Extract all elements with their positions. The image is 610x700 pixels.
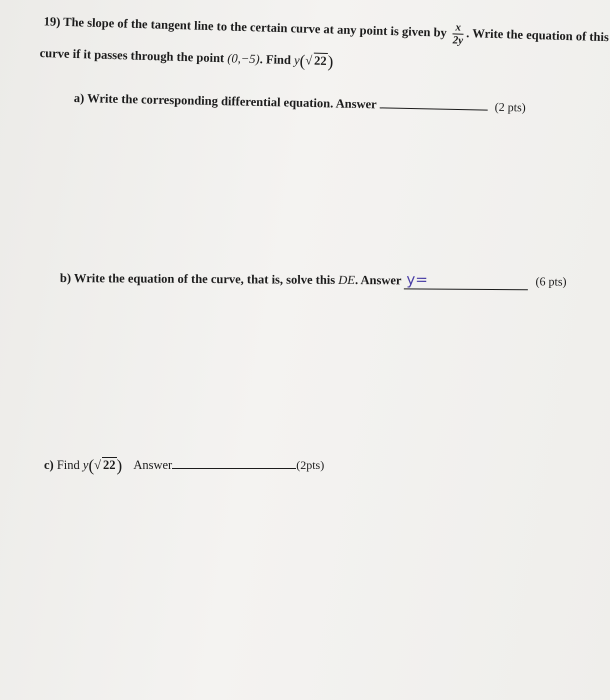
part-b-answer-blank[interactable] <box>404 270 528 290</box>
question-stem-line2-text: curve if it passes through the point <box>39 45 225 66</box>
question-number: 19) <box>43 14 61 29</box>
question-stem-text: The slope of the tangent line to the certain curve at any point is given by <box>63 14 447 40</box>
question-stem-line1 <box>43 10 609 51</box>
part-c-find: Find <box>56 458 80 472</box>
question-stem-text-2: . Write the equation of this <box>466 26 610 45</box>
part-b-de: DE <box>338 272 356 288</box>
find-text: . Find <box>259 52 292 68</box>
part-a-points: (2 pts) <box>494 99 526 115</box>
slope-denominator: 2y <box>452 34 464 47</box>
slope-numerator: x <box>453 21 464 34</box>
part-c-radicand: 22 <box>103 458 116 472</box>
part-b-handwritten: y= <box>406 270 428 289</box>
part-c-function: y <box>82 458 89 472</box>
part-b-points: (6 pts) <box>535 274 567 289</box>
part-c-label: c) <box>44 458 54 472</box>
part-b-text: Write the equation of the curve, that is, solve this <box>73 271 336 287</box>
part-a-answer-blank[interactable] <box>380 107 488 110</box>
part-c-answer-label: Answer <box>133 458 173 472</box>
part-a-text: Write the corresponding differential equation. Answer <box>87 91 377 112</box>
part-c: c) Find y(√ 22) Answer (2pts) <box>44 456 325 475</box>
find-radicand: 22 <box>313 53 327 69</box>
part-c-points: (2pts) <box>296 458 325 472</box>
part-b <box>60 268 567 291</box>
find-function: y <box>293 53 300 68</box>
part-b-answer-label: . Answer <box>354 273 402 288</box>
part-b-label: b) <box>59 270 72 286</box>
part-a-label: a) <box>73 91 85 106</box>
initial-point: (0,−5) <box>227 51 260 67</box>
question-stem-line2: curve if it passes through the point (0,−5). Find y(√ 22) <box>39 45 334 72</box>
slope-fraction <box>453 21 464 46</box>
part-c-answer-blank[interactable] <box>172 468 296 469</box>
part-a <box>74 91 526 115</box>
